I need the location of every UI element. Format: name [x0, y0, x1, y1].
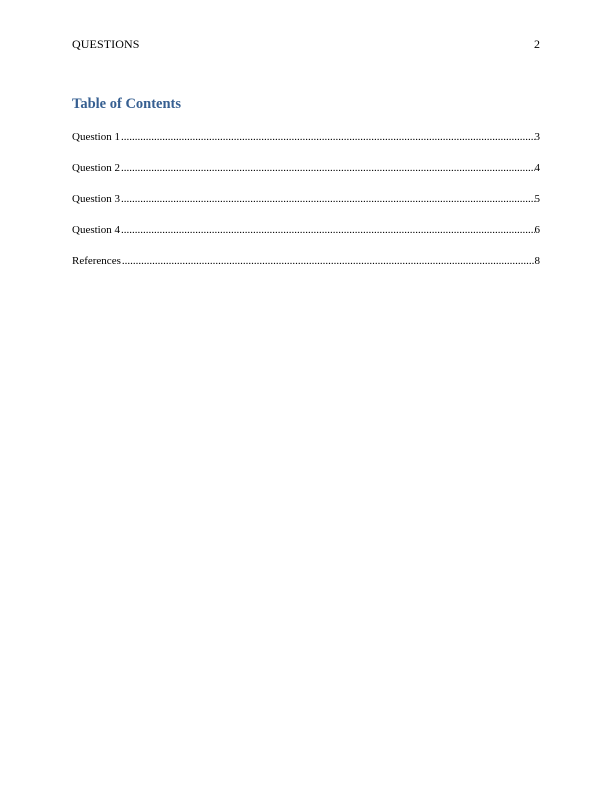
- toc-entry-page: 4: [534, 162, 540, 174]
- toc-dot-leader: [121, 130, 535, 144]
- toc-list: [72, 130, 540, 285]
- toc-entry-label: Question 2: [72, 162, 120, 174]
- toc-entry-label: Question 3: [72, 193, 120, 205]
- toc-entry-page: 6: [534, 224, 540, 236]
- toc-entry-page: 3: [534, 131, 540, 143]
- toc-entry-label: Question 4: [72, 224, 120, 236]
- toc-entry-label: References: [72, 255, 121, 267]
- toc-title: Table of Contents: [72, 96, 182, 112]
- toc-dot-leader: [122, 254, 535, 268]
- toc-entry-page: 5: [534, 193, 540, 205]
- toc-entry-label: Question 1: [72, 131, 120, 143]
- toc-dot-leader: [121, 192, 535, 206]
- toc-dot-leader: [121, 223, 535, 237]
- toc-entry-question-2[interactable]: [72, 161, 540, 192]
- toc-entry-question-1[interactable]: [72, 130, 540, 161]
- toc-entry-references[interactable]: [72, 254, 540, 285]
- toc-entry-question-3[interactable]: [72, 192, 540, 223]
- toc-dot-leader: [121, 161, 535, 175]
- toc-entry-page: 8: [534, 255, 540, 267]
- page-number: 2: [534, 37, 540, 51]
- toc-entry-question-4[interactable]: [72, 223, 540, 254]
- running-head: QUESTIONS: [72, 37, 140, 51]
